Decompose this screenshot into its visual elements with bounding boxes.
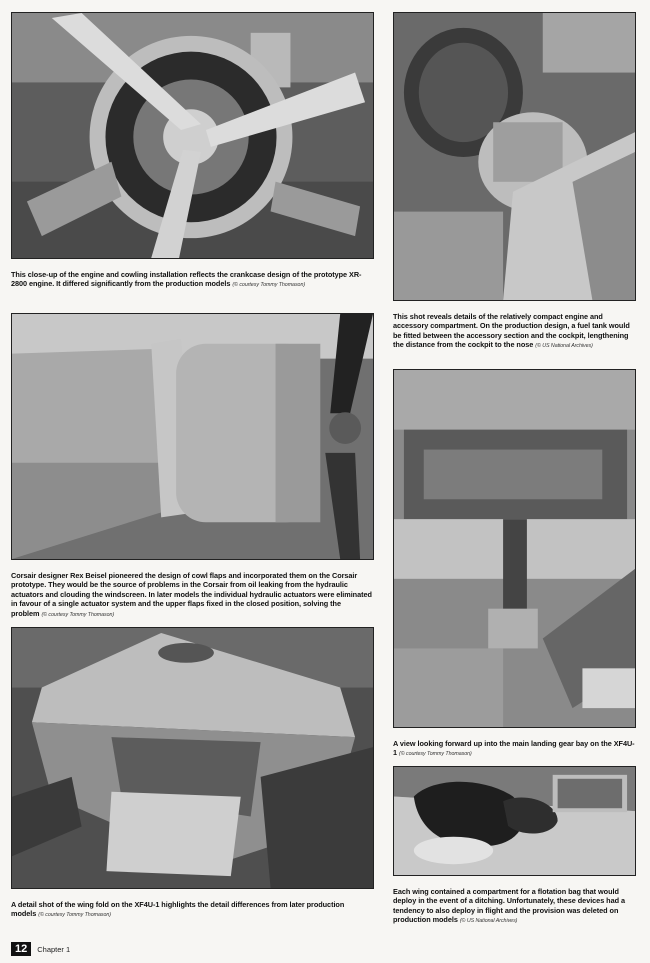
caption-credit: (© courtesy Tommy Thomason) bbox=[399, 751, 472, 758]
photo-accessory-compartment bbox=[393, 12, 636, 301]
caption-text: Each wing contained a compartment for a flotation bag that would deploy in the event of a ditching. Unfortunately, these devices had a tendency to also deploy in flight and the provision was deleted on production models bbox=[393, 887, 625, 925]
caption-landing-gear-bay bbox=[393, 739, 636, 760]
caption-text: This close-up of the engine and cowling installation reflects the crankcase design of the prototype XR-2800 engine. It differed significantly from the production models bbox=[11, 270, 362, 289]
landing-gear-bay-illustration bbox=[394, 370, 635, 727]
photo-landing-gear-bay bbox=[393, 369, 636, 728]
caption-credit: (© US National Archives) bbox=[459, 918, 518, 925]
caption-wing-fold bbox=[11, 900, 373, 921]
caption-accessory-compartment bbox=[393, 312, 636, 352]
photo-engine-front bbox=[11, 12, 374, 259]
caption-credit: (© courtesy Tommy Thomason) bbox=[232, 282, 306, 289]
caption-text: A view looking forward up into the main landing gear bay on the XF4U-1 bbox=[393, 739, 635, 758]
engine-front-illustration bbox=[12, 13, 373, 258]
caption-flotation-compartment bbox=[393, 887, 636, 927]
caption-text: Corsair designer Rex Beisel pioneered the design of cowl flaps and incorporated them on the Corsair prototype. They would be the source of problems in the Corsair from oil leaking from the hydraulic actuators and clouding the windscreen. In later models the individual hydraulic actuators were eliminated in favour of a single actuator system and the upper flaps fixed in the closed position, solving the problem bbox=[11, 571, 372, 618]
caption-text: This shot reveals details of the relatively compact engine and accessory compartment. On the production design, a fuel tank would be fitted between the accessory section and the cockpit, lengthening the distance from the cockpit to the nose bbox=[393, 312, 630, 350]
page-number: 12 bbox=[11, 942, 31, 956]
photo-wing-fold bbox=[11, 627, 374, 889]
caption-engine-front bbox=[11, 270, 371, 291]
caption-cowl-flaps bbox=[11, 571, 373, 620]
caption-text: A detail shot of the wing fold on the XF4U-1 highlights the detail differences from later production models bbox=[11, 900, 345, 919]
cowl-flaps-illustration bbox=[12, 314, 373, 559]
caption-credit: (© courtesy Tommy Thomason) bbox=[38, 912, 111, 919]
photo-cowl-flaps bbox=[11, 313, 374, 560]
flotation-compartment-illustration bbox=[394, 767, 635, 875]
chapter-label: Chapter 1 bbox=[37, 944, 71, 954]
page-footer bbox=[11, 942, 70, 956]
accessory-compartment-illustration bbox=[394, 13, 635, 300]
wing-fold-illustration bbox=[12, 628, 373, 888]
caption-credit: (© US National Archives) bbox=[535, 343, 593, 350]
caption-credit: (© courtesy Tommy Thomason) bbox=[41, 611, 115, 618]
photo-flotation-compartment bbox=[393, 766, 636, 876]
